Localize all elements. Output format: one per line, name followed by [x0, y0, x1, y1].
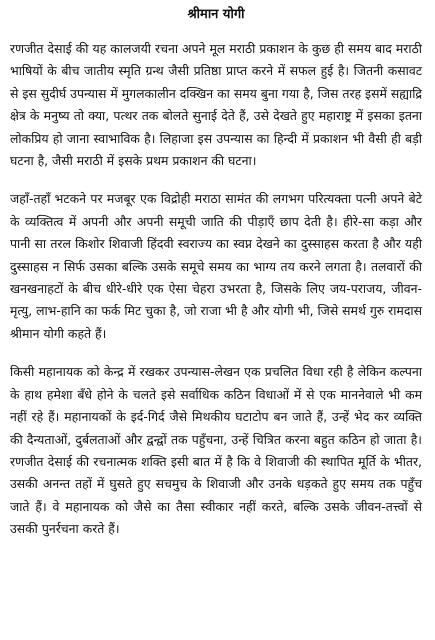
- book-blurb-page: [10, 6, 422, 541]
- paragraph-3: किसी महानायक को केन्द्र में रखकर उपन्यास-लेखन एक प्रचलित विधा रही है लेकिन कल्पना के हाथ हमेशा बँधे होने के चलते इसे सर्वाधिक कठिन विधाओं में से एक माननेवाले भी कम नहीं रहे हैं। महानायकों के इर्द-गिर्द जैसे मिथकीय घटाटोप बन जाते हैं, उन्हें भेद कर व्यक्ति की दैन्यताओं, दुर्बलताओं और द्वन्द्वों तक पहुँचना, उन्हें चित्रित करना बहुत कठिन हो जाता है। रणजीत देसाई की रचनात्मक शक्ति इसी बात में है कि वे शिवाजी की स्थापित मूर्ति के भीतर, उसकी अनन्त तहों में घुसते हुए सचमुच के शिवाजी और उनके धड़कते हुए समय तक पहुँच जाते हैं। वे महानायक को जैसे का तैसा स्वीकार नहीं करते, बल्कि उसके जीवन-तत्त्वों से उसकी पुनर्रचना करते हैं।: [10, 364, 422, 537]
- paragraph-2: जहाँ-तहाँ भटकने पर मजबूर एक विद्रोही मराठा सामंत की लगभग परित्यक्ता पत्नी अपने बेटे के व्यक्तित्व में अपनी और अपनी समूची जाति की पीड़ाएँ छाप देती है। हीरे-सा कड़ा और पानी सा तरल किशोर शिवाजी हिंदवी स्वराज्य का स्वप्न देखने का दुस्साहस करता है और यही दुस्साहस न सिर्फ उसका बल्कि उसके समूचे समय का भाग्य तय करने लगता है। तलवारों की खनखनाहटों के बीच धीरे-धीरे एक ऐसा चेहरा उभरता है, जिसके लिए जय-पराजय, जीवन-मृत्यु, लाभ-हानि का फर्क मिट चुका है, जो राजा भी है और योगी भी, जिसे समर्थ गुरु रामदास श्रीमान योगी कहते हैं।: [10, 191, 423, 341]
- paragraph-1: रणजीत देसाई की यह कालजयी रचना अपने मूल मराठी प्रकाशन के कुछ ही समय बाद मराठी भाषियों के बीच जातीय स्मृति ग्रन्थ जैसी प्रतिष्ठा प्राप्त करने में सफल हुई है। जितनी कसावट से इस सुदीर्घ उपन्यास में मुगलकालीन दक्खिन का समय बुना गया है, जिस तरह इसमें सह्याद्रि क्षेत्र के मनुष्य तो क्या, पत्थर तक बोलते सुनाई देते हैं, उसे देखते हुए महाराष्ट्र में इसका इतना लोकप्रिय हो जाना स्वाभाविक है। लिहाजा इस उपन्यास का हिन्दी में प्रकाशन भी वैसी ही बड़ी घटना है, जैसी मराठी में इसके प्रथम प्रकाशन की घटना।: [10, 41, 422, 169]
- page-title: श्रीमान योगी: [187, 7, 245, 22]
